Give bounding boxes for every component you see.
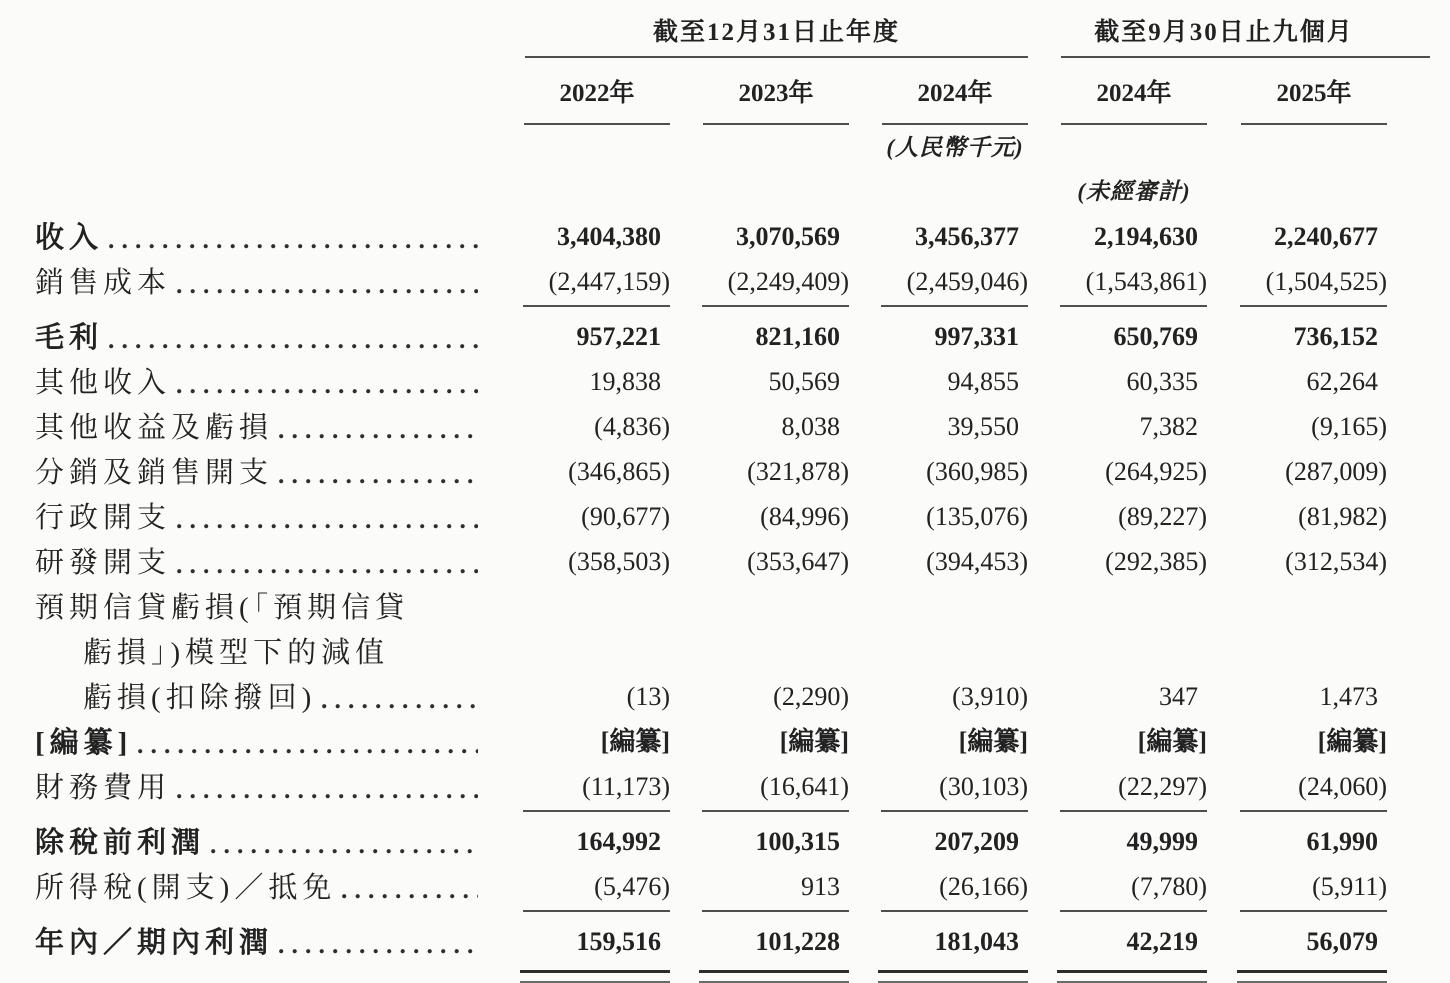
- value-text: (13): [626, 682, 670, 711]
- cell-value: [480, 216, 670, 258]
- row-label-text: 除稅前利潤: [35, 827, 206, 859]
- row-label-text: 毛利: [35, 322, 104, 354]
- table-header: [35, 12, 1450, 213]
- cell-value: [849, 451, 1028, 493]
- cell-value: [1207, 361, 1387, 403]
- value-text: 94,855: [947, 367, 1019, 396]
- row-label: [35, 263, 480, 303]
- cell-value: [1207, 316, 1387, 358]
- value-text: (312,534): [1285, 547, 1387, 576]
- cell-value: [480, 766, 670, 808]
- table-row: [35, 763, 1450, 808]
- cell-value: [849, 261, 1028, 303]
- year-label-9m2025: 2025年: [1241, 73, 1387, 125]
- cell-value: [1028, 216, 1207, 258]
- row-label: [35, 408, 480, 448]
- value-text: (2,459,046): [906, 267, 1028, 296]
- value-text: 2,194,630: [1094, 222, 1198, 251]
- year-label-fy2023: 2023年: [703, 73, 849, 125]
- row-label-text: 分銷及銷售開支: [35, 457, 274, 489]
- value-text: 736,152: [1293, 322, 1378, 351]
- value-text: 100,315: [755, 827, 840, 856]
- cell-value: [1207, 676, 1387, 718]
- cell-value: [480, 496, 670, 538]
- cell-value: [849, 361, 1028, 403]
- year-label-fy2024: 2024年: [882, 73, 1028, 125]
- value-text: 2,240,677: [1274, 222, 1378, 251]
- value-text: (394,453): [926, 547, 1028, 576]
- cell-value: [1207, 766, 1387, 808]
- value-text: (2,290): [773, 682, 849, 711]
- dot-leader: [109, 244, 478, 249]
- cell-value: [1028, 721, 1207, 763]
- dot-leader: [279, 434, 478, 439]
- value-text: (30,103): [939, 772, 1028, 801]
- cell-value: [480, 451, 670, 493]
- cell-value: [1207, 921, 1387, 963]
- period-group-row: [35, 12, 1450, 58]
- cell-value: [1207, 261, 1387, 303]
- cell-value: [1207, 496, 1387, 538]
- dot-leader: [322, 704, 478, 709]
- value-text: 61,990: [1306, 827, 1378, 856]
- value-text: 957,221: [576, 322, 661, 351]
- value-text: 50,569: [768, 367, 840, 396]
- row-label: [35, 823, 480, 863]
- year-col-9m2025: [1207, 72, 1387, 125]
- dot-leader: [279, 949, 478, 954]
- cell-value: [1207, 451, 1387, 493]
- value-text: (9,165): [1311, 412, 1387, 441]
- dot-leader: [342, 894, 478, 899]
- row-label-text: 年內／期內利潤: [35, 927, 274, 959]
- table-row: [35, 863, 1450, 908]
- period-group-nine-months: [1061, 12, 1430, 58]
- cell-value: [1207, 406, 1387, 448]
- cell-value: [480, 921, 670, 963]
- dot-leader: [177, 524, 478, 529]
- cell-value: [1207, 216, 1387, 258]
- table-row: [35, 493, 1450, 538]
- value-text: 19,838: [589, 367, 661, 396]
- table-body: [35, 213, 1450, 963]
- cell-value: [849, 676, 1028, 718]
- table-row: [35, 918, 1450, 963]
- cell-value: [1207, 866, 1387, 908]
- cell-value: [849, 216, 1028, 258]
- currency-unit-note: (人民幣千元): [886, 134, 1024, 160]
- cell-value: [849, 406, 1028, 448]
- row-label: [35, 588, 480, 628]
- row-label: [35, 868, 480, 908]
- value-text: (360,985): [926, 457, 1028, 486]
- row-label-text: 財務費用: [35, 772, 172, 804]
- cell-value: [480, 676, 670, 718]
- value-text: 164,992: [576, 827, 661, 856]
- dot-leader: [138, 749, 478, 754]
- cell-value: [480, 406, 670, 448]
- period-group-nine-months-label: 截至9月30日止九個月: [1094, 19, 1354, 46]
- dot-leader: [109, 344, 478, 349]
- cell-value: [849, 921, 1028, 963]
- cell-value: [670, 496, 849, 538]
- value-text: 8,038: [781, 412, 840, 441]
- cell-value: [1028, 921, 1207, 963]
- unaudited-note-cell: [1028, 170, 1207, 213]
- table-row: [35, 628, 1450, 673]
- value-text: (346,865): [568, 457, 670, 486]
- value-text: (81,982): [1298, 502, 1387, 531]
- cell-value: [1028, 361, 1207, 403]
- unaudited-note-row: [35, 169, 1450, 213]
- table-row: [35, 448, 1450, 493]
- value-text: (292,385): [1105, 547, 1207, 576]
- dot-leader: [177, 569, 478, 574]
- value-text: 3,404,380: [557, 222, 661, 251]
- cell-value: [1028, 496, 1207, 538]
- cell-value: [1028, 406, 1207, 448]
- row-label: [35, 768, 480, 808]
- value-text: (24,060): [1298, 772, 1387, 801]
- table-row: [35, 358, 1450, 403]
- value-text: [編纂]: [779, 727, 849, 756]
- row-label: [35, 318, 480, 358]
- row-label: [35, 453, 480, 493]
- row-label: [35, 633, 480, 673]
- cell-value: [849, 721, 1028, 763]
- dot-leader: [177, 794, 478, 799]
- cell-value: [1028, 821, 1207, 863]
- value-text: (135,076): [926, 502, 1028, 531]
- cell-value: [480, 821, 670, 863]
- cell-value: [849, 496, 1028, 538]
- unit-note-row: [35, 125, 1450, 169]
- value-text: (89,227): [1118, 502, 1207, 531]
- row-label-text: 預期信貸虧損(「預期信貸: [35, 592, 410, 624]
- value-text: (2,249,409): [727, 267, 849, 296]
- value-text: (2,447,159): [548, 267, 670, 296]
- value-text: 821,160: [755, 322, 840, 351]
- value-text: (7,780): [1131, 872, 1207, 901]
- year-col-fy2023: [670, 72, 849, 125]
- value-text: (1,504,525): [1265, 267, 1387, 296]
- value-text: 7,382: [1139, 412, 1198, 441]
- value-text: 39,550: [947, 412, 1019, 441]
- row-label-text: 其他收入: [35, 367, 172, 399]
- cell-value: [480, 541, 670, 583]
- dot-leader: [177, 389, 478, 394]
- value-text: 650,769: [1113, 322, 1198, 351]
- table-row: [35, 583, 1450, 628]
- value-text: (4,836): [594, 412, 670, 441]
- cell-value: [1028, 866, 1207, 908]
- cell-value: [480, 316, 670, 358]
- value-text: (353,647): [747, 547, 849, 576]
- cell-value: [670, 866, 849, 908]
- value-text: 3,070,569: [736, 222, 840, 251]
- row-label: [35, 923, 480, 963]
- cell-value: [670, 921, 849, 963]
- value-text: (321,878): [747, 457, 849, 486]
- year-col-9m2024: [1028, 72, 1207, 125]
- value-text: (3,910): [952, 682, 1028, 711]
- row-label-text: 其他收益及虧損: [35, 412, 274, 444]
- value-text: [編纂]: [600, 727, 670, 756]
- table-row: [35, 258, 1450, 303]
- table-row: [35, 213, 1450, 258]
- row-label: [35, 498, 480, 538]
- cell-value: [1028, 766, 1207, 808]
- cell-value: [849, 866, 1028, 908]
- cell-value: [670, 261, 849, 303]
- row-label-text: 收入: [35, 222, 104, 254]
- value-text: [編纂]: [958, 727, 1028, 756]
- cell-value: [670, 541, 849, 583]
- cell-value: [480, 866, 670, 908]
- cell-value: [849, 541, 1028, 583]
- row-label-text: 銷售成本: [35, 267, 172, 299]
- value-text: (22,297): [1118, 772, 1207, 801]
- value-text: 101,228: [755, 927, 840, 956]
- cell-value: [849, 766, 1028, 808]
- cell-value: [1028, 316, 1207, 358]
- value-text: (16,641): [760, 772, 849, 801]
- row-label-text: [編纂]: [35, 727, 133, 759]
- value-text: (264,925): [1105, 457, 1207, 486]
- cell-value: [670, 216, 849, 258]
- value-text: 42,219: [1126, 927, 1198, 956]
- row-label-text: 所得稅(開支)／抵免: [35, 872, 337, 904]
- year-label-fy2022: 2022年: [524, 73, 670, 125]
- cell-value: [670, 766, 849, 808]
- value-text: [編纂]: [1137, 727, 1207, 756]
- cell-value: [480, 261, 670, 303]
- value-text: [編纂]: [1317, 727, 1387, 756]
- year-col-fy2024: [849, 72, 1028, 125]
- cell-value: [1207, 541, 1387, 583]
- cell-value: [670, 721, 849, 763]
- value-text: 49,999: [1126, 827, 1198, 856]
- value-text: 60,335: [1126, 367, 1198, 396]
- table-row: [35, 313, 1450, 358]
- cell-value: [670, 676, 849, 718]
- row-label: [35, 218, 480, 258]
- value-text: (26,166): [939, 872, 1028, 901]
- row-label-text: 研發開支: [35, 547, 172, 579]
- row-label: [35, 543, 480, 583]
- value-text: (84,996): [760, 502, 849, 531]
- value-text: (11,173): [582, 772, 670, 801]
- value-text: 181,043: [934, 927, 1019, 956]
- year-label-9m2024: 2024年: [1061, 73, 1207, 125]
- value-text: (358,503): [568, 547, 670, 576]
- unit-note-cell: [849, 126, 1028, 169]
- value-text: 347: [1159, 682, 1198, 711]
- year-header-row: [35, 72, 1450, 125]
- year-col-fy2022: [480, 72, 670, 125]
- cell-value: [480, 361, 670, 403]
- value-text: (5,476): [594, 872, 670, 901]
- cell-value: [1207, 821, 1387, 863]
- value-text: 3,456,377: [915, 222, 1019, 251]
- cell-value: [1028, 676, 1207, 718]
- value-text: 913: [801, 872, 840, 901]
- value-text: (5,911): [1312, 872, 1387, 901]
- dot-leader: [279, 479, 478, 484]
- table-row: [35, 818, 1450, 863]
- row-label-text: 虧損」)模型下的減值: [83, 637, 390, 669]
- period-group-annual-label: 截至12月31日止年度: [652, 19, 900, 46]
- cell-value: [849, 821, 1028, 863]
- cell-value: [1207, 721, 1387, 763]
- cell-value: [670, 316, 849, 358]
- value-text: 207,209: [934, 827, 1019, 856]
- value-text: 62,264: [1306, 367, 1378, 396]
- cell-value: [670, 451, 849, 493]
- unaudited-note: (未經審計): [1077, 178, 1191, 204]
- row-label: [35, 678, 480, 718]
- value-text: 159,516: [576, 927, 661, 956]
- row-label: [35, 363, 480, 403]
- cell-value: [670, 821, 849, 863]
- dot-leader: [177, 289, 478, 294]
- value-text: 56,079: [1306, 927, 1378, 956]
- table-row: [35, 673, 1450, 718]
- value-text: (1,543,861): [1085, 267, 1207, 296]
- row-label-text: 虧損(扣除撥回): [83, 682, 317, 714]
- cell-value: [1028, 541, 1207, 583]
- table-row: [35, 538, 1450, 583]
- cell-value: [849, 316, 1028, 358]
- cell-value: [670, 361, 849, 403]
- table-row: [35, 403, 1450, 448]
- row-label: [35, 723, 480, 763]
- row-label-text: 行政開支: [35, 502, 172, 534]
- cell-value: [1028, 261, 1207, 303]
- value-text: (90,677): [581, 502, 670, 531]
- value-text: 997,331: [934, 322, 1019, 351]
- value-text: (287,009): [1285, 457, 1387, 486]
- cell-value: [670, 406, 849, 448]
- table-row: [35, 718, 1450, 763]
- period-group-annual: [525, 12, 1028, 58]
- cell-value: [1028, 451, 1207, 493]
- dot-leader: [211, 849, 478, 854]
- value-text: 1,473: [1319, 682, 1378, 711]
- cell-value: [480, 721, 670, 763]
